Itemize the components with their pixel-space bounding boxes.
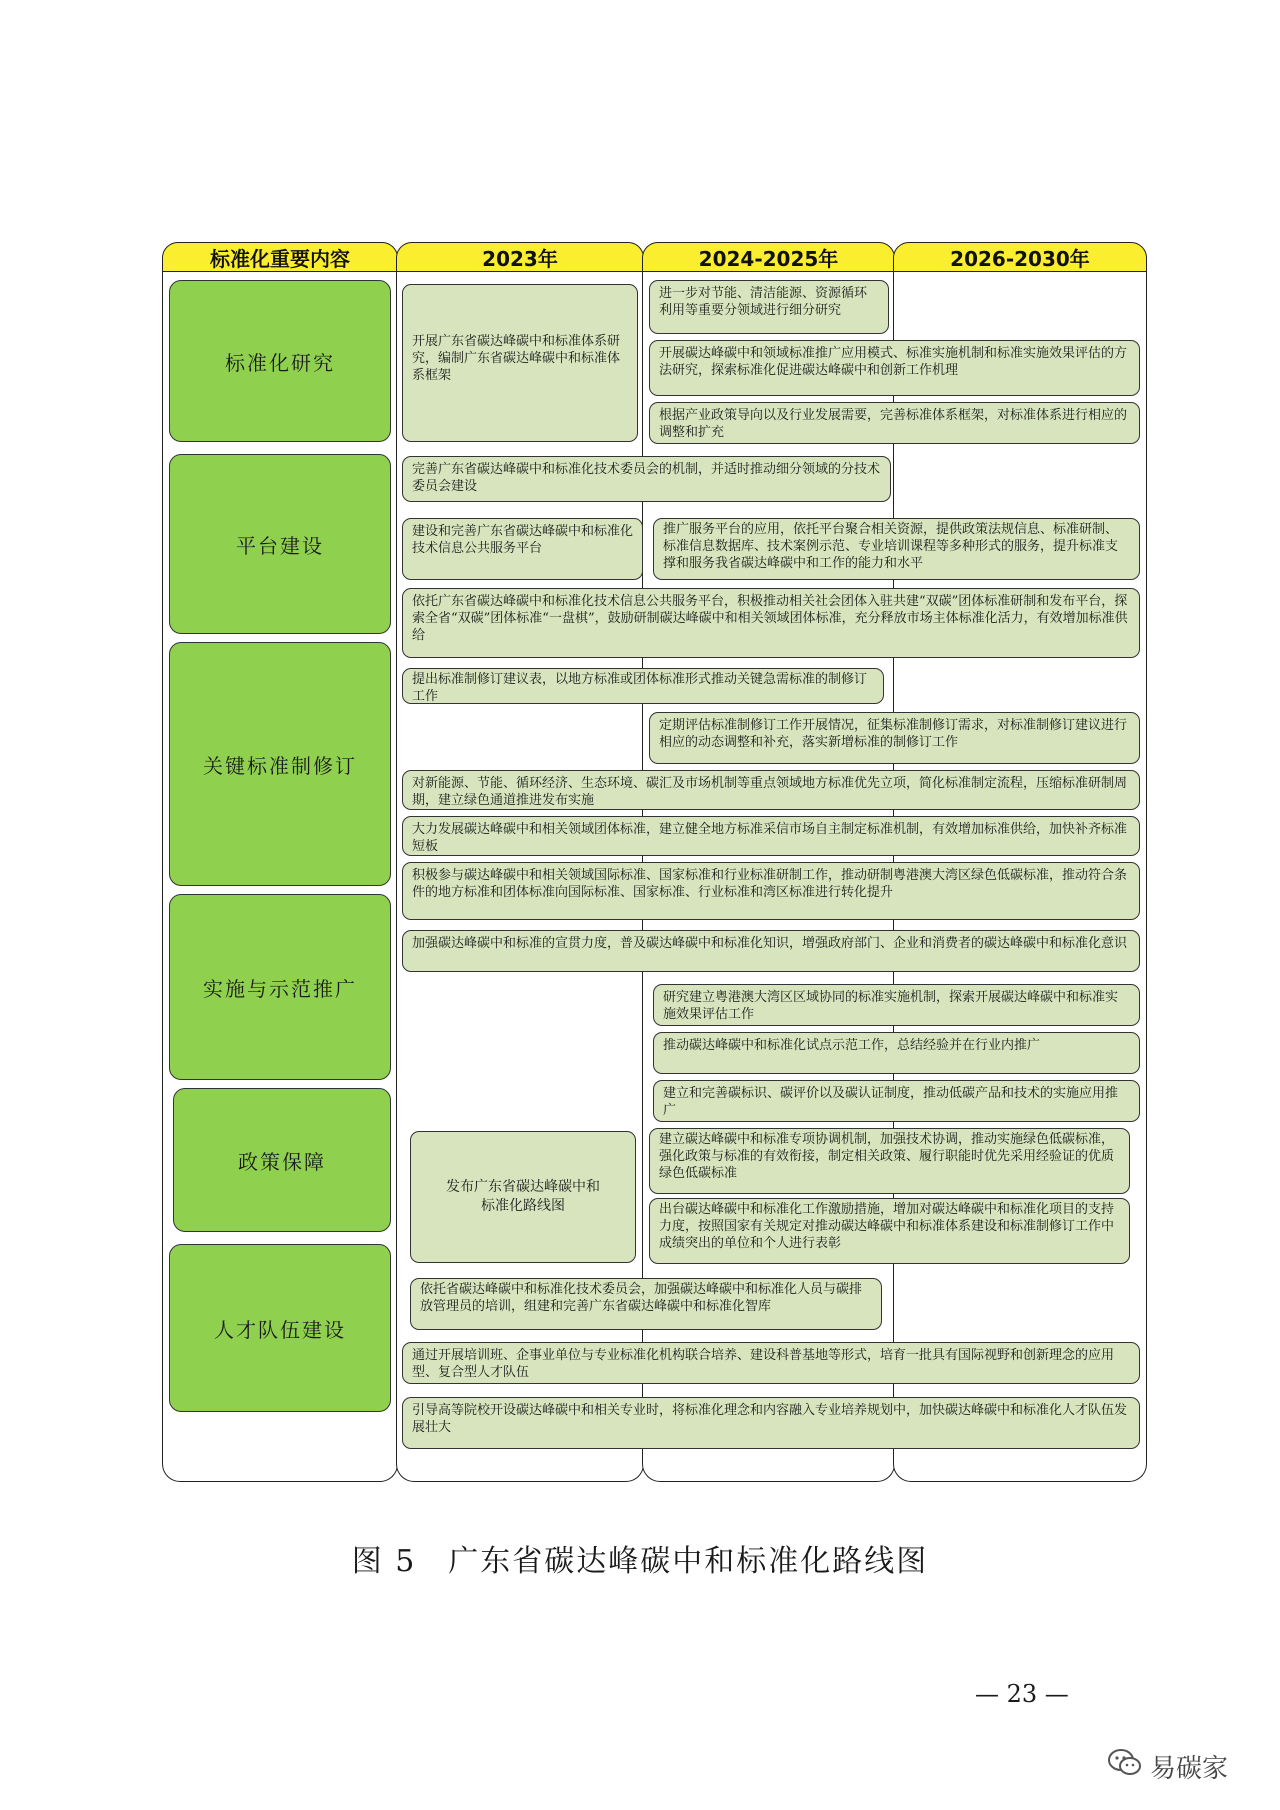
wechat-icon xyxy=(1108,1748,1142,1785)
task-box: 根据产业政策导向以及行业发展需要，完善标准体系框架，对标准体系进行相应的调整和扩充 xyxy=(649,402,1140,444)
header-2026-2030: 2026-2030年 xyxy=(893,242,1147,272)
watermark xyxy=(1108,1748,1228,1785)
task-box: 通过开展培训班、企事业单位与专业标准化机构联合培养、建设科普基地等形式，培育一批具有国际视野和创新理念的应用型、复合型人才队伍 xyxy=(402,1342,1140,1384)
task-box: 对新能源、节能、循环经济、生态环境、碳汇及市场机制等重点领域地方标准优先立项，简化标准制定流程，压缩标准研制周期，建立绿色通道推进发布实施 xyxy=(402,770,1140,810)
task-box: 加强碳达峰碳中和标准的宣贯力度，普及碳达峰碳中和标准化知识，增强政府部门、企业和消费者的碳达峰碳中和标准化意识 xyxy=(402,930,1140,972)
task-box: 开展广东省碳达峰碳中和标准体系研究，编制广东省碳达峰碳中和标准体系框架 xyxy=(402,284,638,442)
task-box: 开展碳达峰碳中和领域标准推广应用模式、标准实施机制和标准实施效果评估的方法研究，探索标准化促进碳达峰碳中和创新工作机理 xyxy=(649,340,1140,396)
category-research: 标准化研究 xyxy=(169,280,391,442)
category-revision: 关键标准制修订 xyxy=(169,642,391,886)
task-box: 推动碳达峰碳中和标准化试点示范工作，总结经验并在行业内推广 xyxy=(653,1032,1140,1074)
task-box: 大力发展碳达峰碳中和相关领域团体标准，建立健全地方标准采信市场自主制定标准机制，有效增加标准供给，加快补齐标准短板 xyxy=(402,816,1140,856)
page-number: — 23 — xyxy=(975,1680,1069,1708)
task-box: 完善广东省碳达峰碳中和标准化技术委员会的机制，并适时推动细分领域的分技术委员会建设 xyxy=(402,456,891,502)
task-box: 定期评估标准制修订工作开展情况，征集标准制修订需求，对标准制修订建议进行相应的动态调整和补充，落实新增标准的制修订工作 xyxy=(649,712,1140,764)
category-promotion: 实施与示范推广 xyxy=(169,894,391,1080)
task-box: 建立碳达峰碳中和标准专项协调机制，加强技术协调，推动实施绿色低碳标准，强化政策与标准的有效衔接，制定相关政策、履行职能时优先采用经验证的优质绿色低碳标准 xyxy=(649,1128,1130,1194)
task-box: 建立和完善碳标识、碳评价以及碳认证制度，推动低碳产品和技术的实施应用推广 xyxy=(653,1080,1140,1122)
task-box: 研究建立粤港澳大湾区区域协同的标准实施机制，探索开展碳达峰碳中和标准实施效果评估工作 xyxy=(653,984,1140,1026)
task-box: 依托广东省碳达峰碳中和标准化技术信息公共服务平台，积极推动相关社会团体入驻共建“双碳”团体标准研制和发布平台，探索全省“双碳”团体标准“一盘棋”，鼓励研制碳达峰碳中和相关领域团体标准，充分释放市场主体标准化活力，有效增加标准供给 xyxy=(402,588,1140,658)
roadmap-diagram xyxy=(162,242,1147,1482)
task-box: 引导高等院校开设碳达峰碳中和相关专业时，将标准化理念和内容融入专业培养规划中，加快碳达峰碳中和标准化人才队伍发展壮大 xyxy=(402,1397,1140,1449)
header-2024-2025: 2024-2025年 xyxy=(642,242,895,272)
task-box: 推广服务平台的应用，依托平台聚合相关资源，提供政策法规信息、标准研制、标准信息数据库、技术案例示范、专业培训课程等多种形式的服务，提升标准支撑和服务我省碳达峰碳中和工作的能力和水平 xyxy=(653,518,1140,580)
task-box: 发布广东省碳达峰碳中和标准化路线图 xyxy=(410,1131,636,1263)
header-category: 标准化重要内容 xyxy=(162,242,398,272)
task-box: 出台碳达峰碳中和标准化工作激励措施，增加对碳达峰碳中和标准化项目的支持力度，按照国家有关规定对推动碳达峰碳中和标准体系建设和标准制修订工作中成绩突出的单位和个人进行表彰 xyxy=(649,1198,1130,1264)
task-box: 提出标准制修订建议表，以地方标准或团体标准形式推动关键急需标准的制修订工作 xyxy=(402,668,884,704)
figure-caption: 图 5 广东省碳达峰碳中和标准化路线图 xyxy=(351,1544,929,1579)
task-box: 依托省碳达峰碳中和标准化技术委员会，加强碳达峰碳中和标准化人员与碳排放管理员的培训，组建和完善广东省碳达峰碳中和标准化智库 xyxy=(410,1278,882,1330)
header-2023: 2023年 xyxy=(396,242,644,272)
category-talent: 人才队伍建设 xyxy=(169,1244,391,1412)
category-policy: 政策保障 xyxy=(173,1088,391,1232)
task-box: 进一步对节能、清洁能源、资源循环利用等重要分领域进行细分研究 xyxy=(649,280,889,334)
task-box: 积极参与碳达峰碳中和相关领域国际标准、国家标准和行业标准研制工作，推动研制粤港澳大湾区绿色低碳标准，推动符合条件的地方标准和团体标准向国际标准、国家标准、行业标准和湾区标准进行转化提升 xyxy=(402,862,1140,920)
watermark-text: 易碳家 xyxy=(1150,1754,1229,1784)
category-platform: 平台建设 xyxy=(169,454,391,634)
task-box: 建设和完善广东省碳达峰碳中和标准化技术信息公共服务平台 xyxy=(402,518,643,580)
